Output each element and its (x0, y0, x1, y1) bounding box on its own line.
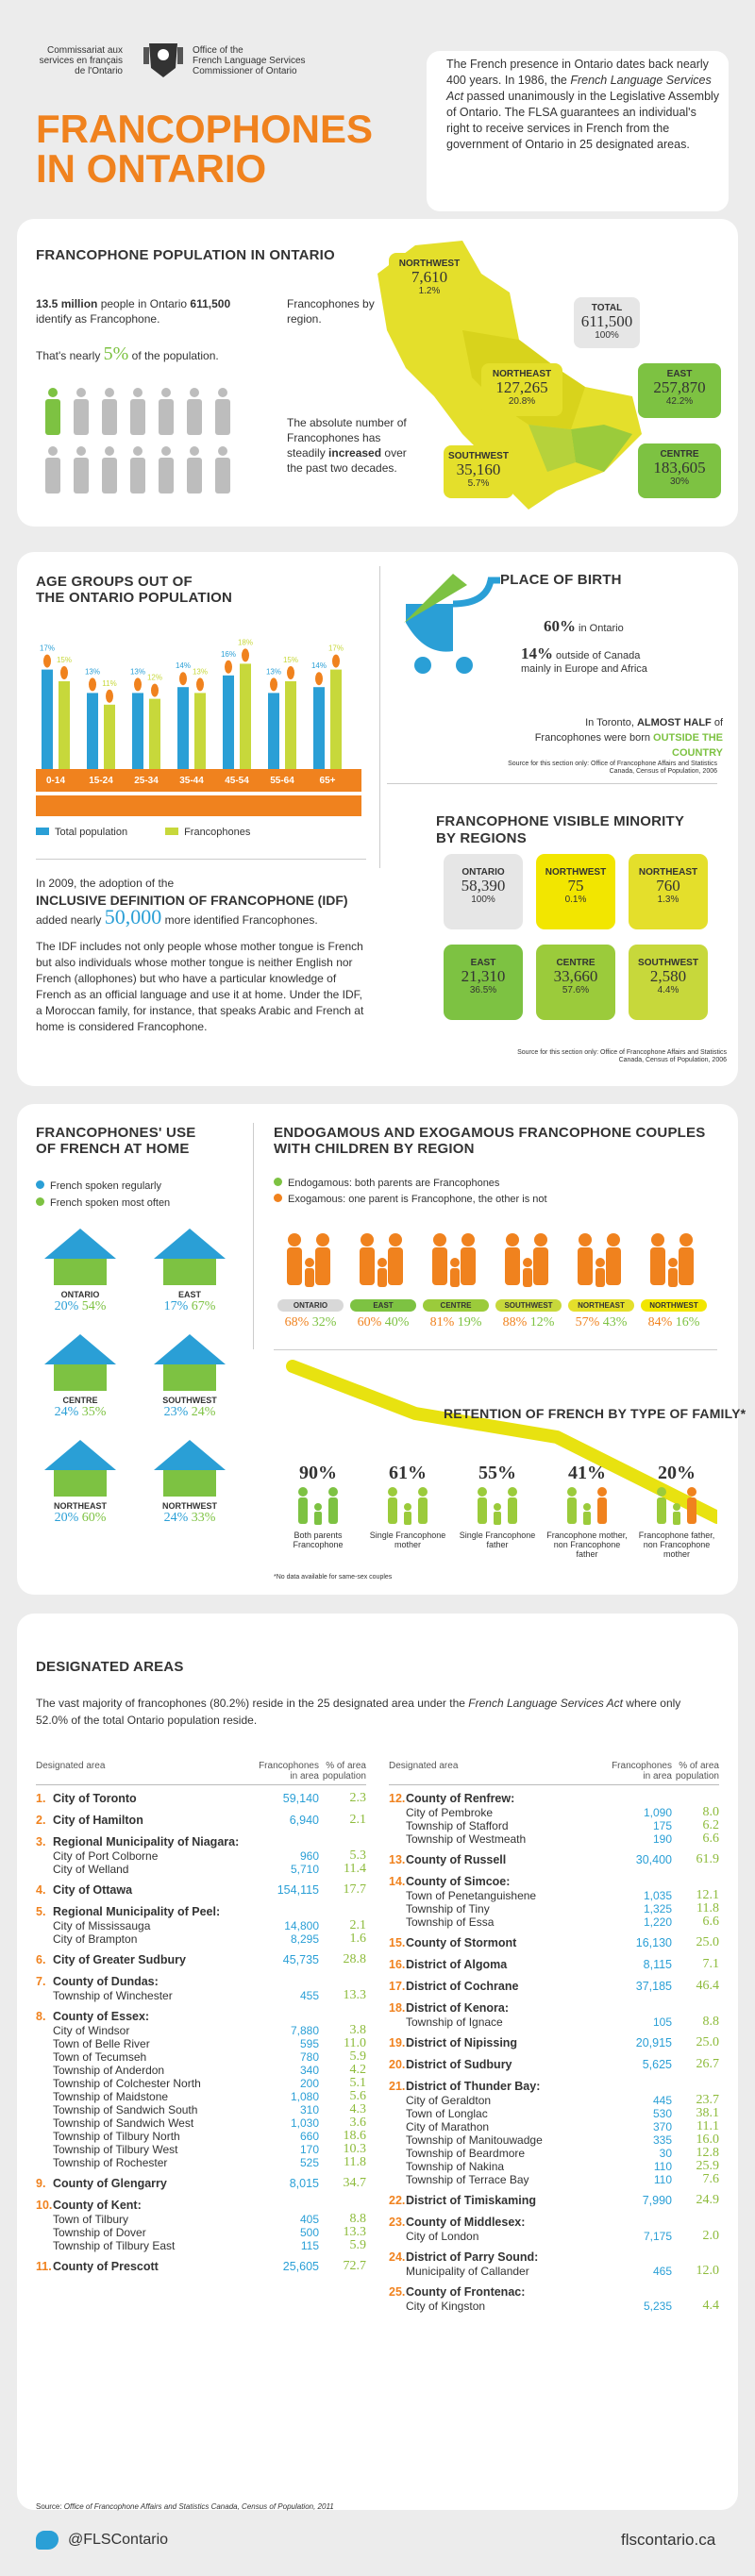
couples-title: ENDOGAMOUS AND EXOGAMOUS FRANCOPHONE COUPLES WITH CHILDREN BY REGION (274, 1125, 706, 1157)
home-legend (36, 1178, 170, 1212)
designated-table-right (389, 1761, 719, 2319)
table-row: 6. City of Greater Sudbury 45,735 28.8 (36, 1952, 366, 1966)
house-icon (152, 1227, 227, 1285)
flame-icon (242, 648, 249, 661)
retention-item: 20% Francophone father, non Francophone mother (638, 1463, 715, 1559)
table-row: Township of Anderdon 340 4.2 (53, 2063, 366, 2077)
couples-legend (274, 1176, 547, 1208)
table-row: 2. City of Hamilton 6,940 2.1 (36, 1813, 366, 1827)
designated-area-group (389, 2057, 719, 2072)
designated-area-group (36, 1952, 366, 1967)
designated-area-group (389, 1957, 719, 1972)
house-ontario: ONTARIO 20% 54% (38, 1227, 123, 1314)
table-row: Township of Maidstone 1,080 5.6 (53, 2089, 366, 2103)
flame-icon (196, 677, 204, 691)
population-summary: 13.5 million people in Ontario 611,500 identify as Francophone. (36, 297, 231, 326)
table-row: Town of Tilbury 405 8.8 (53, 2212, 366, 2226)
designated-area-group (389, 1935, 719, 1950)
candle-total (313, 687, 325, 769)
data-label: 15% (56, 656, 73, 664)
legend-franco: Francophones (165, 827, 250, 838)
table-row: 24. District of Parry Sound: (389, 2250, 539, 2264)
couple-ontario: ONTARIO 68% 32% (276, 1227, 345, 1330)
flame-icon (151, 684, 159, 697)
cake-base (36, 795, 361, 816)
table-row: Township of Tilbury North 660 18.6 (53, 2129, 366, 2143)
retention-item: 55% Single Francophone father (459, 1463, 536, 1549)
family-icon (348, 1227, 418, 1293)
divider (36, 859, 366, 860)
table-row: Township of Rochester 525 11.8 (53, 2155, 366, 2169)
minority-box-centre: CENTRE 33,660 57.6% (536, 945, 615, 1020)
minority-box-northeast: NORTHEAST 760 1.3% (629, 854, 708, 929)
designated-area-group (389, 1874, 719, 1929)
candle-franco (240, 663, 251, 769)
flame-icon (89, 677, 96, 691)
family-icon (566, 1227, 636, 1293)
data-label: 13% (84, 667, 101, 677)
candle-franco (194, 693, 206, 769)
designated-title: DESIGNATED AREAS (36, 1659, 184, 1675)
home-title: FRANCOPHONES' USE OF FRENCH AT HOME (36, 1125, 196, 1157)
person-icon (45, 446, 60, 493)
candle-total (223, 676, 234, 769)
designated-area-group (36, 1882, 366, 1898)
retention-title: RETENTION OF FRENCH BY TYPE OF FAMILY* (444, 1406, 747, 1421)
candle-franco (330, 670, 342, 769)
region-box-northeast: NORTHEAST 127,265 20.8% (481, 363, 562, 416)
couple-southwest: SOUTHWEST 88% 12% (494, 1227, 563, 1330)
tick-label: 25-34 (134, 776, 159, 786)
age-legend (36, 827, 250, 838)
table-row: City of Pembroke 1,090 8.0 (406, 1805, 719, 1819)
population-share: That's nearly 5% of the population. (36, 343, 219, 364)
table-row: Town of Penetanguishene 1,035 12.1 (406, 1888, 719, 1902)
table-row: Township of Sandwich South 310 4.3 (53, 2102, 366, 2116)
table-row: 5. Regional Municipality of Peel: (36, 1905, 221, 1918)
tick-label: 0-14 (45, 776, 66, 786)
table-row: 12. County of Renfrew: (389, 1792, 515, 1805)
table-row: Township of Nakina 110 25.9 (406, 2159, 719, 2173)
table-row: City of Brampton 8,295 1.6 (53, 1932, 366, 1946)
designated-intro: The vast majority of francophones (80.2%) reside in the 25 designated area under the French Language Services Act where only 52.0% of the total Ontario population reside. (36, 1697, 681, 1727)
table-row: City of Welland 5,710 11.4 (53, 1862, 366, 1876)
candle-franco (59, 681, 70, 769)
legend-exogamous: Exogamous: one parent is Francophone, the other is not (274, 1192, 547, 1208)
family-icon (469, 1484, 526, 1526)
candle-total (132, 693, 143, 769)
family-icon (290, 1484, 346, 1526)
person-icon (215, 446, 230, 493)
couple-northeast: NORTHEAST 57% 43% (566, 1227, 636, 1330)
flame-icon (60, 666, 68, 679)
candle-franco (285, 681, 296, 769)
region-box-southwest: SOUTHWEST 35,160 5.7% (444, 445, 513, 498)
candle-franco (149, 699, 160, 769)
flame-icon (287, 666, 294, 679)
birth-source: Source for this section only: Office of Francophone Affairs and Statistics Canada, Census of Population, 2006 (508, 761, 717, 775)
table-row: Township of Westmeath 190 6.6 (406, 1832, 719, 1846)
page-title: FRANCOPHONES IN ONTARIO (36, 107, 374, 191)
birth-abroad: 14% outside of Canada mainly in Europe and Africa (521, 644, 647, 675)
table-row: Township of Terrace Bay 110 7.6 (406, 2172, 719, 2186)
table-row: Township of Beardmore 30 12.8 (406, 2146, 719, 2160)
divider (379, 566, 380, 868)
table-row: City of Marathon 370 11.1 (406, 2119, 719, 2133)
designated-area-group (389, 1979, 719, 1994)
table-row: Township of Ignace 105 8.8 (406, 2015, 719, 2029)
age-title: AGE GROUPS OUT OF THE ONTARIO POPULATION (36, 574, 233, 606)
data-label: 18% (237, 638, 254, 647)
family-icon (379, 1484, 436, 1526)
age-chart (36, 609, 361, 830)
candle-franco (104, 705, 115, 769)
intro-text: The French presence in Ontario dates back nearly 400 years. In 1986, the French Language Services Act passed unanimously in the Legislative Assembly of Ontario. The FLSA guarantees an individual's right to receive services in French from the government of Ontario in 25 designated areas. (446, 58, 720, 151)
data-label: 13% (192, 667, 209, 677)
designated-area-group (36, 1974, 366, 2002)
tick-label: 45-54 (225, 776, 249, 786)
table-row: Township of Stafford 175 6.2 (406, 1818, 719, 1832)
minority-box-northwest: NORTHWEST 75 0.1% (536, 854, 615, 929)
table-row: 15. County of Stormont 16,130 25.0 (389, 1935, 719, 1949)
table-row: Township of Sandwich West 1,030 3.6 (53, 2116, 366, 2130)
flame-icon (225, 661, 232, 674)
table-row: 16. District of Algoma 8,115 7.1 (389, 1957, 719, 1971)
flame-icon (134, 677, 142, 691)
designated-area-group (389, 2193, 719, 2208)
person-icon (102, 388, 117, 435)
designated-area-group (389, 1791, 719, 1846)
table-row: City of Port Colborne 960 5.3 (53, 1848, 366, 1863)
house-northeast: NORTHEAST 20% 60% (38, 1438, 123, 1526)
designated-area-group (36, 2259, 366, 2274)
table-row: Township of Essa 1,220 6.6 (406, 1915, 719, 1929)
retention-item: 90% Both parents Francophone (276, 1463, 361, 1549)
tick-label: 15-24 (89, 776, 113, 786)
flame-icon (179, 672, 187, 685)
table-row: Township of Tilbury West 170 10.3 (53, 2142, 366, 2156)
legend-total: Total population (36, 827, 127, 838)
table-header: Designated area Francophones in area % of area population (36, 1761, 366, 1785)
table-row: 10. County of Kent: (36, 2199, 142, 2212)
designated-area-group (389, 2284, 719, 2313)
divider (253, 1123, 254, 1349)
data-label: 12% (146, 673, 163, 682)
table-row: 20. District of Sudbury 5,625 26.7 (389, 2057, 719, 2071)
website-link[interactable]: flscontario.ca (621, 2531, 716, 2549)
table-row: 22. District of Timiskaming 7,990 24.9 (389, 2193, 719, 2207)
person-icon (159, 388, 174, 435)
house-icon (42, 1332, 118, 1391)
data-label: 16% (220, 649, 237, 659)
region-box-east: EAST 257,870 42.2% (638, 363, 721, 418)
house-icon (152, 1438, 227, 1497)
divider (387, 783, 717, 784)
data-label: 17% (327, 644, 344, 653)
twitter-icon (36, 2531, 59, 2550)
person-icon (159, 446, 174, 493)
table-row: 19. District of Nipissing 20,915 25.0 (389, 2035, 719, 2049)
candle-total (177, 687, 189, 769)
retention-note: *No data available for same-sex couples (274, 1574, 393, 1581)
family-icon (559, 1484, 615, 1526)
house-northwest: NORTHWEST 24% 33% (147, 1438, 232, 1526)
idf-block: In 2009, the adoption of the INCLUSIVE DEFINITION OF FRANCOPHONE (IDF) added nearly 50,000 more identified Francophones. The IDF includes not only people whose mother tongue is French but also individuals whose mother tongue is neither English nor French (allophones) but who have a particular knowledge of French as an official language and use it at home. Under the IDF, a Moroccan family, for instance, that speaks Arabic and French at home is considered Francophone. (36, 877, 364, 1033)
population-title: FRANCOPHONE POPULATION IN ONTARIO (36, 247, 335, 263)
family-icon (276, 1227, 345, 1293)
designated-source: Source: Office of Francophone Affairs and Statistics Canada, Census of Population, 2011 (36, 2502, 334, 2511)
region-box-total: TOTAL 611,500 100% (574, 297, 640, 348)
table-row: City of London 7,175 2.0 (406, 2229, 719, 2243)
table-row: Town of Tecumseh 780 5.9 (53, 2049, 366, 2064)
table-row: 3. Regional Municipality of Niagara: (36, 1835, 240, 1848)
data-label: 14% (175, 661, 192, 671)
birth-ontario: 60% in Ontario (544, 617, 624, 635)
table-row: 18. District of Kenora: (389, 2001, 510, 2015)
people-icon-grid (36, 387, 243, 514)
designated-area-group (389, 2035, 719, 2050)
family-icon (494, 1227, 563, 1293)
person-icon (215, 388, 230, 435)
house-icon (42, 1438, 118, 1497)
minority-source: Source for this section only: Office of Francophone Affairs and Statistics Canada, Census of Population, 2006 (517, 1049, 727, 1063)
designated-area-group (389, 2000, 719, 2029)
house-icon (152, 1332, 227, 1391)
family-icon (421, 1227, 491, 1293)
designated-area-group (36, 1791, 366, 1806)
designated-area-group (36, 1834, 366, 1876)
table-row: 8. County of Essex: (36, 2010, 150, 2023)
twitter-link[interactable]: @FLSContario (36, 2531, 168, 2550)
designated-area-group (36, 2176, 366, 2191)
table-row: Township of Tilbury East 115 5.9 (53, 2238, 366, 2252)
flame-icon (270, 677, 277, 691)
table-row: Town of Longlac 530 38.1 (406, 2106, 719, 2120)
region-box-northwest: NORTHWEST 7,610 1.2% (389, 253, 470, 306)
table-row: Township of Colchester North 200 5.1 (53, 2076, 366, 2090)
legend-most-often: French spoken most often (36, 1195, 170, 1212)
flame-icon (43, 655, 51, 668)
candle-total (268, 693, 279, 769)
table-row: Township of Winchester 455 13.3 (53, 1988, 366, 2002)
couple-centre: CENTRE 81% 19% (421, 1227, 491, 1330)
designated-area-group (36, 1904, 366, 1946)
table-row: Township of Manitouwadge 335 16.0 (406, 2133, 719, 2147)
table-row: 9. County of Glengarry 8,015 34.7 (36, 2176, 366, 2190)
person-icon (102, 446, 117, 493)
table-row: City of Kingston 5,235 4.4 (406, 2299, 719, 2313)
retention-item: 41% Francophone mother, non Francophone father (546, 1463, 628, 1559)
legend-endogamous: Endogamous: both parents are Francophones (274, 1176, 547, 1192)
table-row: Municipality of Callander 465 12.0 (406, 2264, 719, 2278)
designated-area-group (389, 2250, 719, 2278)
couple-northwest: NORTHWEST 84% 16% (639, 1227, 709, 1330)
candle-total (42, 670, 53, 769)
table-row: 1. City of Toronto 59,140 2.3 (36, 1791, 366, 1805)
person-icon (45, 388, 60, 435)
designated-area-group (36, 2009, 366, 2169)
org-name-fr: Commissariat aux services en français de l'Ontario (39, 45, 123, 76)
table-row: 23. County of Middlesex: (389, 2216, 526, 2229)
designated-area-group (36, 1813, 366, 1828)
person-icon (74, 446, 89, 493)
minority-box-east: EAST 21,310 36.5% (444, 945, 523, 1020)
birth-toronto: In Toronto, ALMOST HALF of Francophones were born OUTSIDE THE COUNTRY (534, 717, 723, 759)
designated-area-group (389, 2215, 719, 2243)
person-icon (130, 388, 145, 435)
table-header: Designated area Francophones in area % of area population (389, 1761, 719, 1785)
table-row: City of Windsor 7,880 3.8 (53, 2023, 366, 2037)
table-row: 25. County of Frontenac: (389, 2285, 526, 2299)
steady-increase-text: The absolute number of Francophones has steadily increased over the past two decades. (287, 416, 407, 475)
legend-regularly: French spoken regularly (36, 1178, 170, 1195)
table-row: 7. County of Dundas: (36, 1975, 159, 1988)
house-southwest: SOUTHWEST 23% 24% (147, 1332, 232, 1420)
person-icon (187, 446, 202, 493)
region-box-centre: CENTRE 183,605 30% (638, 443, 721, 498)
data-label: 11% (102, 678, 117, 688)
divider (274, 1349, 717, 1350)
designated-area-group (389, 1852, 719, 1867)
flame-icon (106, 690, 113, 703)
family-icon (639, 1227, 709, 1293)
table-row: Town of Belle River 595 11.0 (53, 2036, 366, 2050)
coat-of-arms-logo (142, 40, 185, 79)
retention-item: 61% Single Francophone mother (369, 1463, 446, 1549)
designated-table-left (36, 1761, 366, 2281)
birth-title: PLACE OF BIRTH (500, 572, 622, 588)
minority-title: FRANCOPHONE VISIBLE MINORITY BY REGIONS (436, 813, 685, 846)
house-icon (42, 1227, 118, 1285)
table-row: 17. District of Cochrane 37,185 46.4 (389, 1979, 719, 1993)
minority-box-southwest: SOUTHWEST 2,580 4.4% (629, 945, 708, 1020)
tick-label: 55-64 (270, 776, 294, 786)
candle-total (87, 693, 98, 769)
table-row: City of Mississauga 14,800 2.1 (53, 1918, 366, 1932)
table-row: Township of Tiny 1,325 11.8 (406, 1901, 719, 1915)
data-label: 13% (129, 667, 146, 677)
table-row: City of Geraldton 445 23.7 (406, 2093, 719, 2107)
data-label: 15% (282, 656, 299, 664)
couple-east: EAST 60% 40% (348, 1227, 418, 1330)
person-icon (130, 446, 145, 493)
table-row: 14. County of Simcoe: (389, 1875, 511, 1888)
by-region-label: Francophones by region. (287, 297, 375, 326)
table-row: Township of Dover 500 13.3 (53, 2225, 366, 2239)
table-row: 11. County of Prescott 25,605 72.7 (36, 2259, 366, 2273)
person-icon (74, 388, 89, 435)
table-row: 21. District of Thunder Bay: (389, 2080, 541, 2093)
flame-icon (332, 655, 340, 668)
org-name-en: Office of the French Language Services Commissioner of Ontario (193, 45, 306, 76)
minority-box-ontario: ONTARIO 58,390 100% (444, 854, 523, 929)
tick-label: 35-44 (179, 776, 204, 786)
designated-area-group (389, 2079, 719, 2186)
house-east: EAST 17% 67% (147, 1227, 232, 1314)
age-chart-svg (36, 609, 361, 826)
designated-area-group (36, 2198, 366, 2252)
family-icon (648, 1484, 705, 1526)
table-row: 13. County of Russell 30,400 61.9 (389, 1852, 719, 1866)
data-label: 13% (265, 667, 282, 677)
table-row: 4. City of Ottawa 154,115 17.7 (36, 1882, 366, 1897)
tick-label: 65+ (319, 776, 336, 786)
house-centre: CENTRE 24% 35% (38, 1332, 123, 1420)
person-icon (187, 388, 202, 435)
data-label: 14% (310, 661, 327, 671)
flame-icon (315, 672, 323, 685)
data-label: 17% (39, 644, 56, 653)
